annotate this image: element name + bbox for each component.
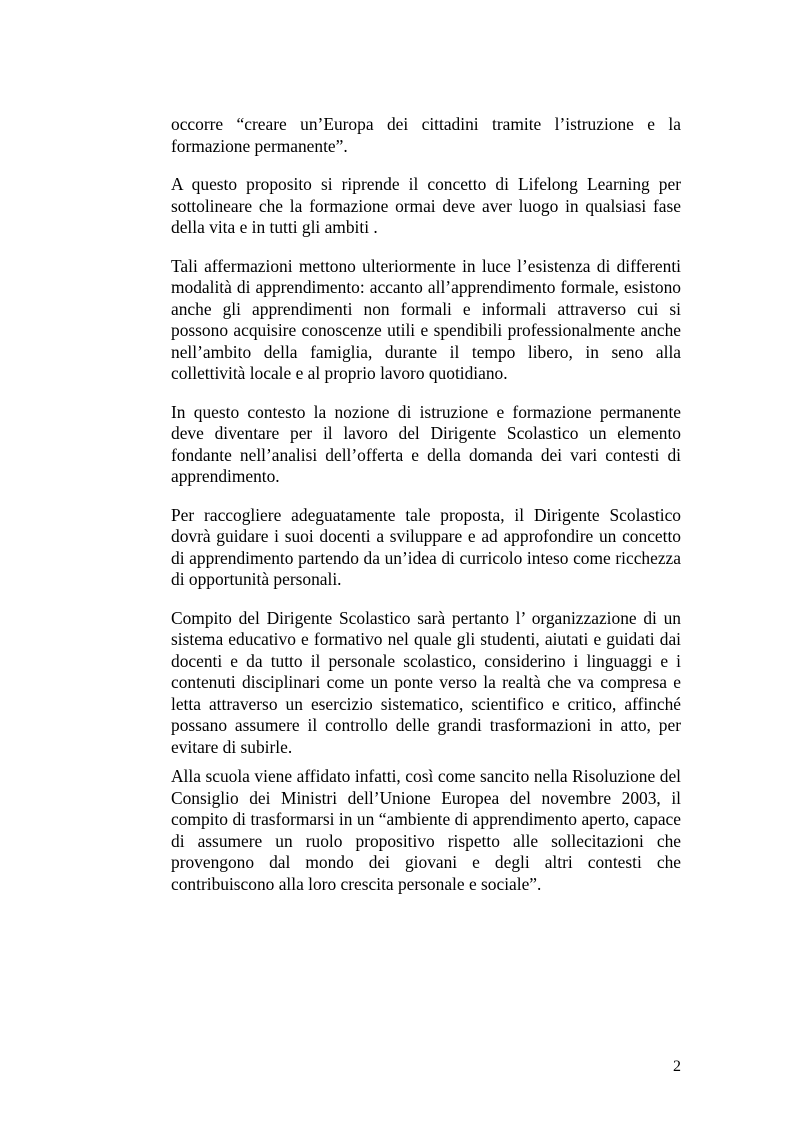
paragraph-5: Per raccogliere adeguatamente tale proposta, il Dirigente Scolastico dovrà guidare i suoi docenti a sviluppare e ad approfondire un concetto di apprendimento partendo da un’idea di curricolo inteso come ricchezza di opportunità personali. xyxy=(171,504,681,589)
paragraph-6: Compito del Dirigente Scolastico sarà pertanto l’ organizzazione di un sistema educativo e formativo nel quale gli studenti, aiutati e guidati dai docenti e da tutto il personale scolastico, considerino i linguaggi e i contenuti disciplinari come un ponte verso la realtà che va compresa e letta attraverso un esercizio sistematico, scientifico e critico, affinché possano assumere il controllo delle grandi trasformazioni in atto, per evitare di subirle. xyxy=(171,607,681,757)
paragraph-2: A questo proposito si riprende il concetto di Lifelong Learning per sottolineare che la formazione ormai deve aver luogo in qualsiasi fase della vita e in tutti gli ambiti . xyxy=(171,174,681,237)
paragraph-3: Tali affermazioni mettono ulteriormente in luce l’esistenza di differenti modalità di apprendimento: accanto all’apprendimento formale, esistono anche gli apprendimenti non formali e informali attraverso cui si possono acquisire conoscenze utili e spendibili professionalmente anche nell’ambito della famiglia, durante il tempo libero, in seno alla collettività locale e al proprio lavoro quotidiano. xyxy=(171,255,681,383)
paragraph-7: Alla scuola viene affidato infatti, così come sancito nella Risoluzione del Consiglio dei Ministri dell’Unione Europea del novembre 2003, il compito di trasformarsi in un “ambiente di apprendimento aperto, capace di assumere un ruolo propositivo rispetto alle sollecitazioni che provengono dal mondo dei giovani e degli altri contesti che contribuiscono alla loro crescita personale e sociale”. xyxy=(171,766,681,894)
paragraph-1: occorre “creare un’Europa dei cittadini tramite l’istruzione e la formazione permanente”. xyxy=(171,114,681,156)
paragraph-4: In questo contesto la nozione di istruzione e formazione permanente deve diventare per il lavoro del Dirigente Scolastico un elemento fondante nell’analisi dell’offerta e della domanda dei vari contesti di apprendimento. xyxy=(171,401,681,486)
body-text xyxy=(171,114,681,895)
page-number: 2 xyxy=(673,1058,681,1075)
